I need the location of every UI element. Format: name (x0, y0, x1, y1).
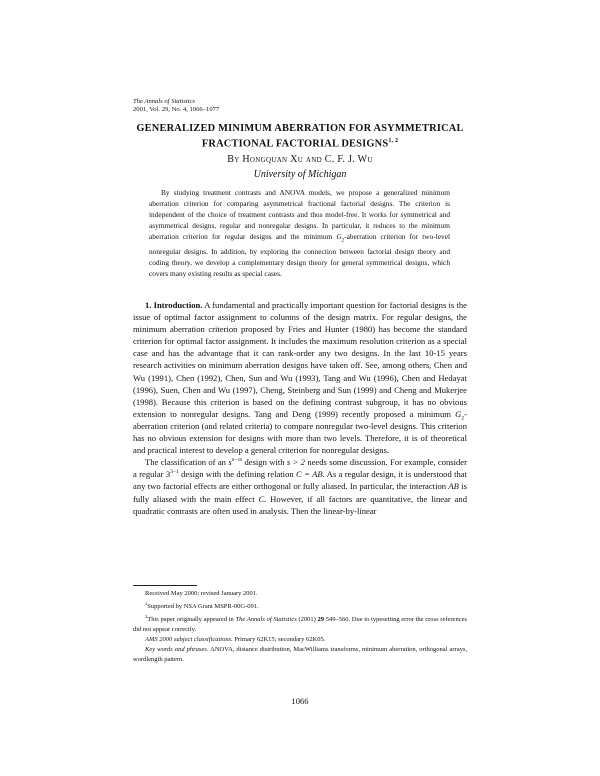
footnote-received: Received May 2000; revised January 2001. (145, 590, 258, 597)
intro-p2-c: C (258, 493, 265, 504)
journal-header (133, 98, 219, 114)
abstract-text-1: By studying treatment contrasts and ANOVA models, we propose a generalized minimum aberration criterion for comparing asymmetrical fractional factorial designs. The criterion is independent of the choice of treatment contrasts and thus model-free. It works for symmetrical and asymmetrical designs, regular and nonregular designs. In particular, it reduces to the minimum aberration criterion for regular designs and the minimum (149, 188, 450, 241)
keywords-label: Key words and phrases. (145, 645, 209, 653)
title-line-2-text: FRACTIONAL FACTORIAL DESIGNS (201, 138, 389, 150)
affiliation: University of Michigan (253, 169, 347, 180)
intro-p2-exponent-2: 3−1 (170, 469, 179, 476)
intro-p2-ab: AB (448, 481, 459, 492)
footnote-2-text-b: (2001) (296, 616, 318, 624)
intro-paragraph-2 (133, 456, 467, 516)
intro-p1-g-symbol: G (455, 408, 462, 419)
footnote-rule (133, 585, 197, 586)
section-heading: 1. Introduction. (145, 300, 203, 310)
journal-name: The Annals of Statistics (133, 98, 195, 105)
abstract-g-symbol: G (336, 231, 342, 241)
section-introduction (133, 299, 467, 517)
footnote-2-volume: 29 (317, 616, 325, 624)
intro-p2-text-b: design with (242, 457, 287, 468)
page-number: 1066 (291, 696, 309, 706)
paper-title (120, 122, 480, 150)
ams-label: AMS 2000 subject classifications. (145, 635, 233, 643)
abstract (149, 188, 450, 280)
footnote-2 (133, 612, 467, 635)
journal-issue: 2001, Vol. 29, No. 4, 1066–1077 (133, 106, 220, 113)
author-and: and (305, 154, 322, 165)
intro-p1-text-a: A fundamental and practically important question for factorial designs is the issue of optimal factor assignment to columns of the design matrix. For regular designs, the minimum aberration criterion proposed by Fries and Hunter (1980) has become the standard criterion for optimal factor assignment. It includes the maximum resolution criterion as a special case and has the advantage that it can rank-order any two designs. In the last 10-15 years research activities on minimum aberration designs have taken off. See, among others, Chen and Wu (1991), Chen (1992), Chen, Sun and Wu (1993), Tang and Wu (1996), Chen and Hedayat (1996), Suen, Chen and Wu (1997), Cheng, Steinberg and Sun (1999) and Cheng and Mukerjee (1998). Because this criterion is based on the defining contrast subgroup, it has no obvious extension to nonregular designs. Tang and Deng (1999) recently proposed a minimum (133, 300, 467, 419)
keywords-text: ANOVA, distance distribution, MacWilliams transforms, minimum aberration, orthogonal arrays, wordlength pattern. (133, 645, 467, 663)
intro-p2-text-g: . However, if all factors are quantitative, the linear and quadratic contrasts are often used in analysis. Then the linear-by-linear (133, 493, 467, 516)
footnote-2-mark: 2 (145, 613, 148, 619)
intro-p1-g-subscript: 2 (461, 415, 465, 422)
author-2: C. F. J. Wu (324, 154, 373, 165)
abstract-g-subscript: 2 (341, 238, 345, 244)
ams-text: Primary 62K15; secondary 62K05. (232, 635, 326, 643)
footnote-2-text-a: This paper originally appeared in (147, 616, 236, 624)
intro-p2-text-c: needs some discussion. For example, consider a regular (133, 457, 467, 480)
footnote-1-mark: 1 (145, 600, 148, 606)
footnote-2-journal: The Annals of Statistics (235, 616, 297, 624)
intro-p2-text-a: The classification of an (145, 457, 229, 468)
author-by: By (227, 154, 240, 165)
footnote-keywords (133, 645, 467, 665)
footnote-1-text: Supported by NSA Grant MSPR-00G-091. (147, 603, 259, 611)
author-line (120, 154, 480, 165)
title-line-2 (120, 135, 480, 150)
intro-p2-relation: C = AB (296, 469, 323, 480)
abstract-text-2: -aberration criterion for two-level nonregular designs. In addition, by exploring the connection between factorial design theory and coding theory, we develop a complementary design theory for general symmetrical designs, which covers many existing results as special cases. (149, 231, 450, 278)
intro-p2-condition: s > 2 (286, 457, 305, 468)
author-1: Hongquan Xu (242, 154, 304, 165)
intro-p2-exponent: n−m (231, 457, 243, 464)
footnote-2-text-c: 549–560. Due to typesetting error the cross references did not appear correctly. (133, 616, 467, 634)
title-line-1: GENERALIZED MINIMUM ABERRATION FOR ASYMMETRICAL (136, 123, 464, 134)
intro-p2-text-e: . As a regular design, it is understood that any two factorial effects are either orthogonal or fully aliased. In particular, the interaction (133, 469, 468, 492)
title-footnote-marks: 1, 2 (388, 138, 399, 144)
intro-paragraph-1 (133, 299, 467, 456)
intro-p1-text-b: -aberration criterion (and related criteria) to compare nonregular two-level designs. This criterion has no obvious extension for designs with more than two levels. Therefore, it is of theoretical and practical interest to develop a general criterion for nonregular designs. (133, 408, 467, 456)
intro-p2-text-d: design with the defining relation (178, 469, 297, 480)
intro-p2-s: s (228, 457, 232, 468)
intro-p2-base: 3 (165, 469, 171, 480)
footnotes (133, 589, 467, 665)
footnote-ams (133, 635, 467, 645)
intro-p2-text-f: is fully aliased with the main effect (133, 481, 467, 504)
footnote-1 (133, 599, 467, 612)
